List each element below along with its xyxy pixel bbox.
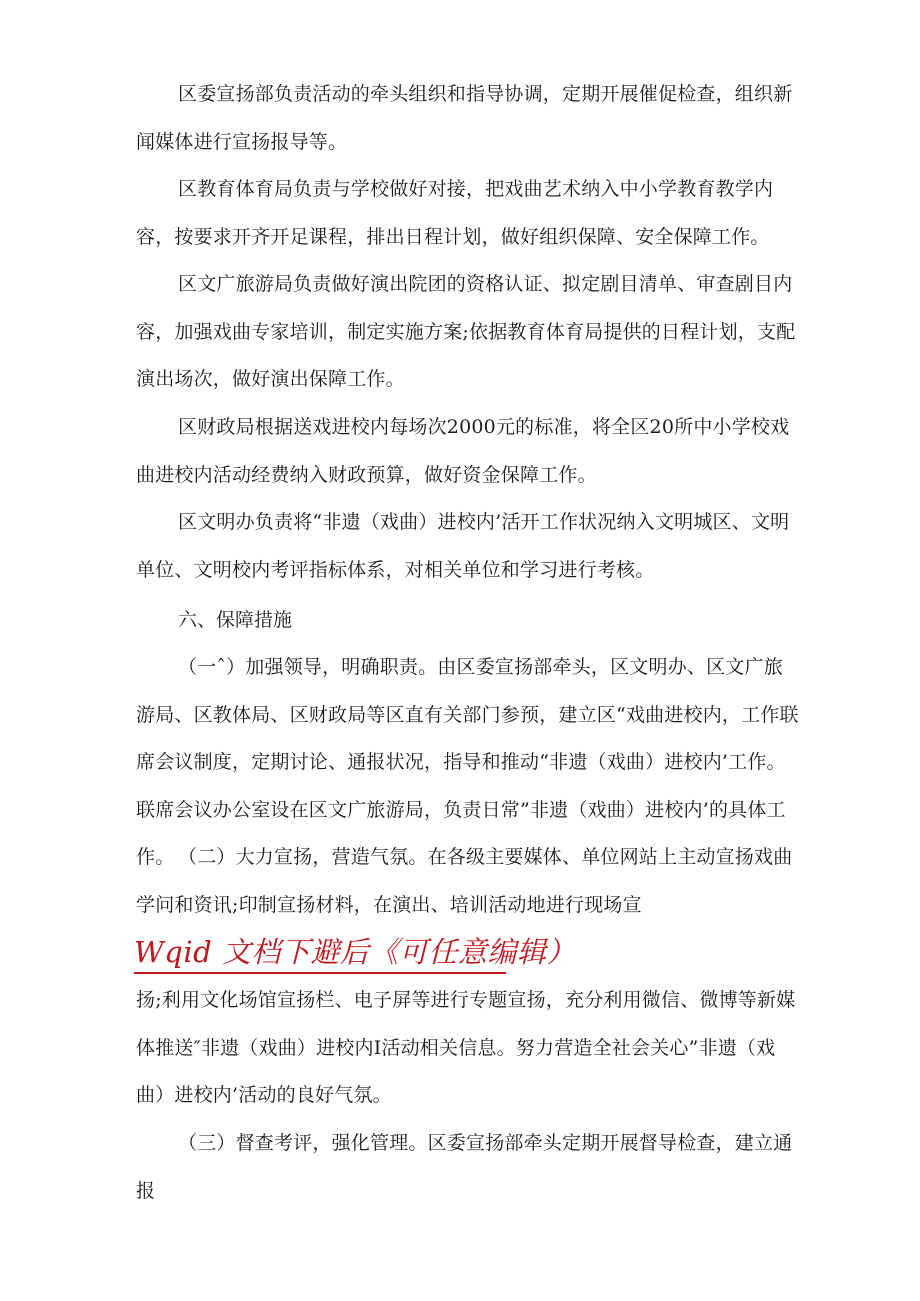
paragraph-civilization-office: 区文明办负责将“非遗（戏曲）进校内’活开工作状况纳入文明城区、文明单位、文明校内考评指标体系，对相关单位和学习进行考核。 [136,511,790,581]
paragraph-publicity: （二）大力宣扬，营造气氛。在各级主要媒体、单位网站上主动宣扬戏曲学问和资讯;印制宣扬材料，在演出、培训活动地进行现场宣 [136,846,793,916]
section-heading: 六、保障措施 [178,609,293,631]
watermark-banner: Wqid 文档下避后《可任意编辑） [134,932,506,974]
paragraph-culture-tourism-bureau: 区文广旅游局负责做好演出院团的资格认证、拟定剧目清单、审查剧目内容，加强戏曲专家培训，制定实施方案;依据教育体育局提供的日程计划，支配演出场次，做好演出保障工作。 [136,273,796,390]
paragraph-propaganda-dept: 区委宣扬部负责活动的牵头组织和指导协调，定期开展催促检查，组织新闻媒体进行宣扬报导等。 [136,83,793,153]
paragraph-education-bureau: 区教育体育局负责与学校做好对接，把戏曲艺术纳入中小学教育教学内容，按要求开齐开足课程，排出日程计划，做好组织保障、安全保障工作。 [136,178,774,248]
paragraph-leadership: （一ˆ）加强领导，明确职责。由区委宣扬部牵头，区文明办、区文广旅游局、区教体局、区财政局等区直有关部门参预，建立区“戏曲进校内，工作联席会议制度，定期讨论、通报状况，指导和推动“非遗（戏曲）进校内’工作。联席会议办公室设在区文广旅游局，负责日常”非遗（戏曲）进校内’的具体工作。 [136,656,799,868]
paragraph-finance-bureau: 区财政局根据送戏进校内每场次2000元的标准，将全区20所中小学校戏曲进校内活动经费纳入财政预算，做好资金保障工作。 [136,416,790,486]
paragraph-publicity-continued: 扬;利用文化场馆宣扬栏、电子屏等进行专题宣扬，充分利用微信、微博等新媒体推送″非遗（戏曲）进校内I活动相关信息。努力营造全社会关心”非遗（戏曲）进校内’活动的良好气氛。 [136,989,796,1106]
paragraph-supervision: （三）督查考评，强化管理。区委宣扬部牵头定期开展督导检查，建立通报 [136,1132,793,1202]
